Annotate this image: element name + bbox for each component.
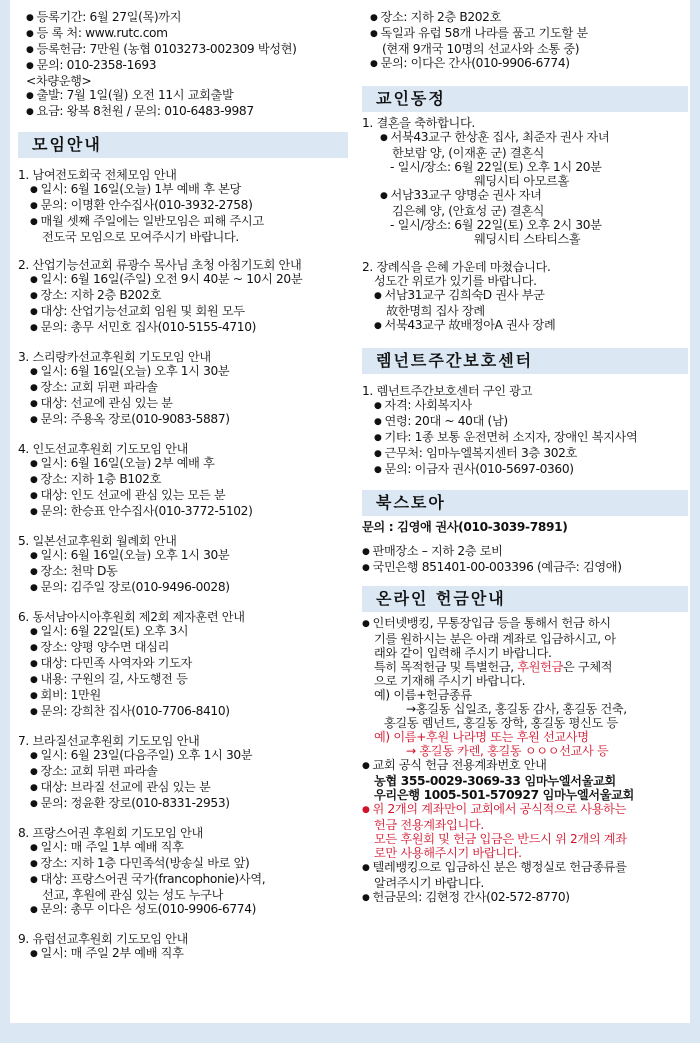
wedding-detail: - 일시/장소: 6월 22일(토) 오후 2시 30분 — [390, 218, 602, 232]
offering-contact: ● 헌금문의: 김현정 간사(02-572-8770) — [362, 890, 688, 906]
bulletin-page — [10, 0, 690, 1023]
warning-text: ● 위 2개의 계좌만이 교회에서 공식적으로 사용하는 — [362, 802, 688, 818]
funeral-subtitle: 성도간 위로가 있기를 바랍니다. — [374, 274, 537, 288]
list-item: ● 요금: 왕복 8천원 / 문의: 010-6483-9987 — [18, 104, 348, 120]
wedding-title: 1. 결혼을 축하합니다. — [362, 116, 475, 130]
list-item: ● 장소: 지하 1층 B102호 — [18, 472, 348, 488]
funeral-item: ● 서북43교구 故배정아A 권사 장례 — [362, 318, 688, 334]
list-item: ● 일시: 6월 16일(오늘) 2부 예배 후 — [18, 456, 348, 472]
online-text — [362, 660, 688, 674]
list-item: 전도국 모임으로 모여주시기 바랍니다. — [42, 230, 239, 244]
europe-info — [362, 10, 688, 72]
wedding-detail: - 일시/장소: 6월 22일(토) 오후 1시 20분 — [390, 160, 602, 174]
online-offering — [362, 616, 688, 906]
account-number: 우리은행 1005-501-570927 임마누엘서울교회 — [374, 788, 634, 802]
list-item: ● 등록기간: 6월 27일(목)까지 — [18, 10, 348, 26]
list-item: ● 문의: 김주일 장로(010-9496-0028) — [18, 580, 348, 596]
online-text: 기를 원하시는 분은 아래 계좌로 입금하시고, 아 — [374, 632, 616, 646]
highlight-text: 후원헌금 — [517, 660, 563, 674]
moim-group-title: 8. 프랑스어권 후원회 기도모임 안내 — [18, 826, 203, 840]
list-item: ● 문의: 주용옥 장로(010-9083-5887) — [18, 412, 348, 428]
list-item: (현재 9개국 10명의 선교사와 소통 중) — [382, 42, 580, 56]
online-text: 으로 기재해 주시기 바랍니다. — [374, 674, 526, 688]
list-item: ● 일시: 6월 16일(주일) 오전 9시 40분 ~ 10시 20분 — [18, 272, 348, 288]
moim-group — [18, 932, 348, 962]
example-text: 홍길동 렘넌트, 홍길동 장학, 홍길동 평신도 등 — [384, 716, 618, 730]
warning-text: 로만 사용해주시기 바랍니다. — [374, 846, 522, 860]
wedding-detail: 김은혜 양, (안효성 군) 결혼식 — [392, 204, 545, 218]
moim-group-title: 1. 남여전도회국 전체모임 안내 — [18, 168, 177, 182]
example-text: →홍길동 십일조, 홍길동 감사, 홍길동 건축, — [406, 702, 627, 716]
wedding-item: ● 서남33교구 양명순 권사 자녀 — [362, 188, 688, 204]
section-header-online: 온라인 헌금안내 — [362, 586, 688, 612]
list-item: ● 일시: 6월 16일(오늘) 1부 예배 후 본당 — [18, 182, 348, 198]
list-item: ● 장소: 지하 1층 다민족석(방송실 바로 앞) — [18, 856, 348, 872]
books-contact: 문의 : 김영애 권사(010-3039-7891) — [362, 520, 568, 534]
list-item: ● 매월 셋째 주일에는 일반모임은 피해 주시고 — [18, 214, 348, 230]
list-item: ● 출발: 7월 1일(월) 오전 11시 교회출발 — [18, 88, 348, 104]
list-item: ● 장소: 교회 뒤편 파라솔 — [18, 380, 348, 396]
list-item: ● 문의: 총무 이다은 성도(010-9906-6774) — [18, 902, 348, 918]
section-header-gyoin: 교인동정 — [362, 86, 688, 112]
list-item: ● 대상: 브라질 선교에 관심 있는 분 — [18, 780, 348, 796]
telebanking-text: 알려주시기 바랍니다. — [374, 876, 484, 890]
moim-group — [18, 258, 348, 336]
funeral-detail: 故한명희 집사 장례 — [386, 304, 485, 318]
list-item: ● 문의: 한승표 안수집사(010-3772-5102) — [18, 504, 348, 520]
moim-group-title: 5. 일본선교후원회 월례회 안내 — [18, 534, 177, 548]
section-header-moim: 모임안내 — [18, 132, 348, 158]
list-item: ● 문의: 010-2358-1693 — [18, 58, 348, 74]
moim-groups — [18, 168, 348, 962]
warning-text: 모든 후원회 및 헌금 입금은 반드시 위 2개의 계좌 — [374, 832, 627, 846]
moim-group — [18, 610, 348, 720]
example-text: 예) 이름+헌금종류 — [374, 688, 472, 702]
example-text-red: → 홍길동 카렌, 홍길동 ㅇㅇㅇ선교사 등 — [406, 744, 609, 758]
remnant-title: 1. 렘넌트주간보호센터 구인 광고 — [362, 384, 533, 398]
list-item: ● 일시: 매 주일 1부 예배 직후 — [18, 840, 348, 856]
list-item: ● 일시: 6월 23일(다음주일) 오후 1시 30분 — [18, 748, 348, 764]
list-item: ● 장소: 교회 뒤편 파라솔 — [18, 764, 348, 780]
account-title: ● 교회 공식 헌금 전용계좌번호 안내 — [362, 758, 688, 774]
list-item: ● 대상: 산업기능선교회 임원 및 회원 모두 — [18, 304, 348, 320]
moim-group-title: 9. 유럽선교후원회 기도모임 안내 — [18, 932, 189, 946]
list-item: ● 일시: 6월 16일(오늘) 오후 1시 30분 — [18, 548, 348, 564]
moim-group-title: 2. 산업기능선교회 류광수 목사님 초청 아침기도회 안내 — [18, 258, 302, 272]
warning-text: 헌금 전용계좌입니다. — [374, 818, 484, 832]
list-item: ● 판매장소 – 지하 2층 로비 — [362, 544, 688, 560]
funeral-title: 2. 장례식을 은혜 가운데 마쳤습니다. — [362, 260, 551, 274]
list-item: ● 문의: 정윤환 장로(010-8331-2953) — [18, 796, 348, 812]
online-text-part: 특히 목적헌금 및 특별헌금, — [374, 660, 518, 674]
list-item: ● 등록헌금: 7만원 (농협 0103273-002309 박성현) — [18, 42, 348, 58]
account-number: 농협 355-0029-3069-33 임마누엘서울교회 — [374, 774, 616, 788]
section-header-books: 북스토아 — [362, 490, 688, 516]
list-item: ● 장소: 지하 2층 B202호 — [18, 288, 348, 304]
list-item: ● 일시: 6월 22일(토) 오후 3시 — [18, 624, 348, 640]
online-text: ● 인터넷뱅킹, 무통장입금 등을 통해서 헌금 하시 — [362, 616, 688, 632]
wedding-detail: 웨딩시티 아모르홀 — [474, 174, 569, 188]
list-item: ● 장소: 천막 D동 — [18, 564, 348, 580]
moim-group-title: 3. 스리랑카선교후원회 기도모임 안내 — [18, 350, 211, 364]
moim-group — [18, 350, 348, 428]
list-item: ● 장소: 양평 양수면 대심리 — [18, 640, 348, 656]
list-item: ● 문의: 총무 서민호 집사(010-5155-4710) — [18, 320, 348, 336]
list-item: ● 일시: 매 주일 2부 예배 직후 — [18, 946, 348, 962]
moim-group — [18, 442, 348, 520]
list-item: ● 등 록 처: www.rutc.com — [18, 26, 348, 42]
list-item: ● 독일과 유럽 58개 나라를 품고 기도할 분 — [362, 26, 688, 42]
list-item: ● 자격: 사회복지사 — [362, 398, 688, 414]
left-column — [18, 0, 348, 962]
list-item: 선교, 후원에 관심 있는 성도 누구나 — [42, 888, 224, 902]
moim-group — [18, 168, 348, 244]
list-item: ● 내용: 구원의 길, 사도행전 등 — [18, 672, 348, 688]
online-text-part: 은 구체적 — [562, 660, 613, 674]
list-item: <차량운행> — [26, 74, 92, 88]
wedding-detail: 웨딩시티 스타티스홀 — [474, 232, 581, 246]
list-item: ● 문의: 강희찬 집사(010-7706-8410) — [18, 704, 348, 720]
moim-group-title: 4. 인도선교후원회 기도모임 안내 — [18, 442, 189, 456]
telebanking-text: ● 텔레뱅킹으로 입금하신 분은 행정실로 헌금종류를 — [362, 860, 688, 876]
list-item: ● 대상: 프랑스어권 국가(francophonie)사역, — [18, 872, 348, 888]
camp-info — [18, 10, 348, 120]
list-item: ● 대상: 인도 선교에 관심 있는 모든 분 — [18, 488, 348, 504]
moim-group-title: 7. 브라질선교후원회 기도모임 안내 — [18, 734, 200, 748]
list-item: ● 대상: 다민족 사역자와 기도자 — [18, 656, 348, 672]
list-item: ● 근무처: 임마누엘복지센터 3층 302호 — [362, 446, 688, 462]
list-item: ● 대상: 선교에 관심 있는 분 — [18, 396, 348, 412]
example-text-red: 예) 이름+후원 나라명 또는 후원 선교사명 — [374, 730, 589, 744]
moim-group — [18, 734, 348, 812]
list-item: ● 국민은행 851401-00-003396 (예금주: 김영애) — [362, 560, 688, 576]
list-item: ● 연령: 20대 ~ 40대 (남) — [362, 414, 688, 430]
moim-group — [18, 826, 348, 918]
list-item: ● 문의: 이명환 안수집사(010-3932-2758) — [18, 198, 348, 214]
list-item: ● 장소: 지하 2층 B202호 — [362, 10, 688, 26]
online-text: 래와 같이 입력해 주시기 바랍니다. — [374, 646, 552, 660]
list-item: ● 기타: 1종 보통 운전면허 소지자, 장애인 복지사역 — [362, 430, 688, 446]
list-item: ● 문의: 이금자 권사(010-5697-0360) — [362, 462, 688, 478]
funeral-item: ● 서남31교구 김희숙D 권사 부군 — [362, 288, 688, 304]
wedding-item: ● 서북43교구 한상훈 집사, 최준자 권사 자녀 — [362, 130, 688, 146]
right-column — [362, 0, 688, 906]
list-item: ● 일시: 6월 16일(오늘) 오후 1시 30분 — [18, 364, 348, 380]
moim-group — [18, 534, 348, 596]
list-item: ● 문의: 이다은 간사(010-9906-6774) — [362, 56, 688, 72]
section-header-remnant: 렘넌트주간보호센터 — [362, 348, 688, 374]
moim-group-title: 6. 동서남아시아후원회 제2회 제자훈련 안내 — [18, 610, 245, 624]
wedding-detail: 한보람 양, (이재훈 군) 결혼식 — [392, 146, 545, 160]
list-item: ● 회비: 1만원 — [18, 688, 348, 704]
